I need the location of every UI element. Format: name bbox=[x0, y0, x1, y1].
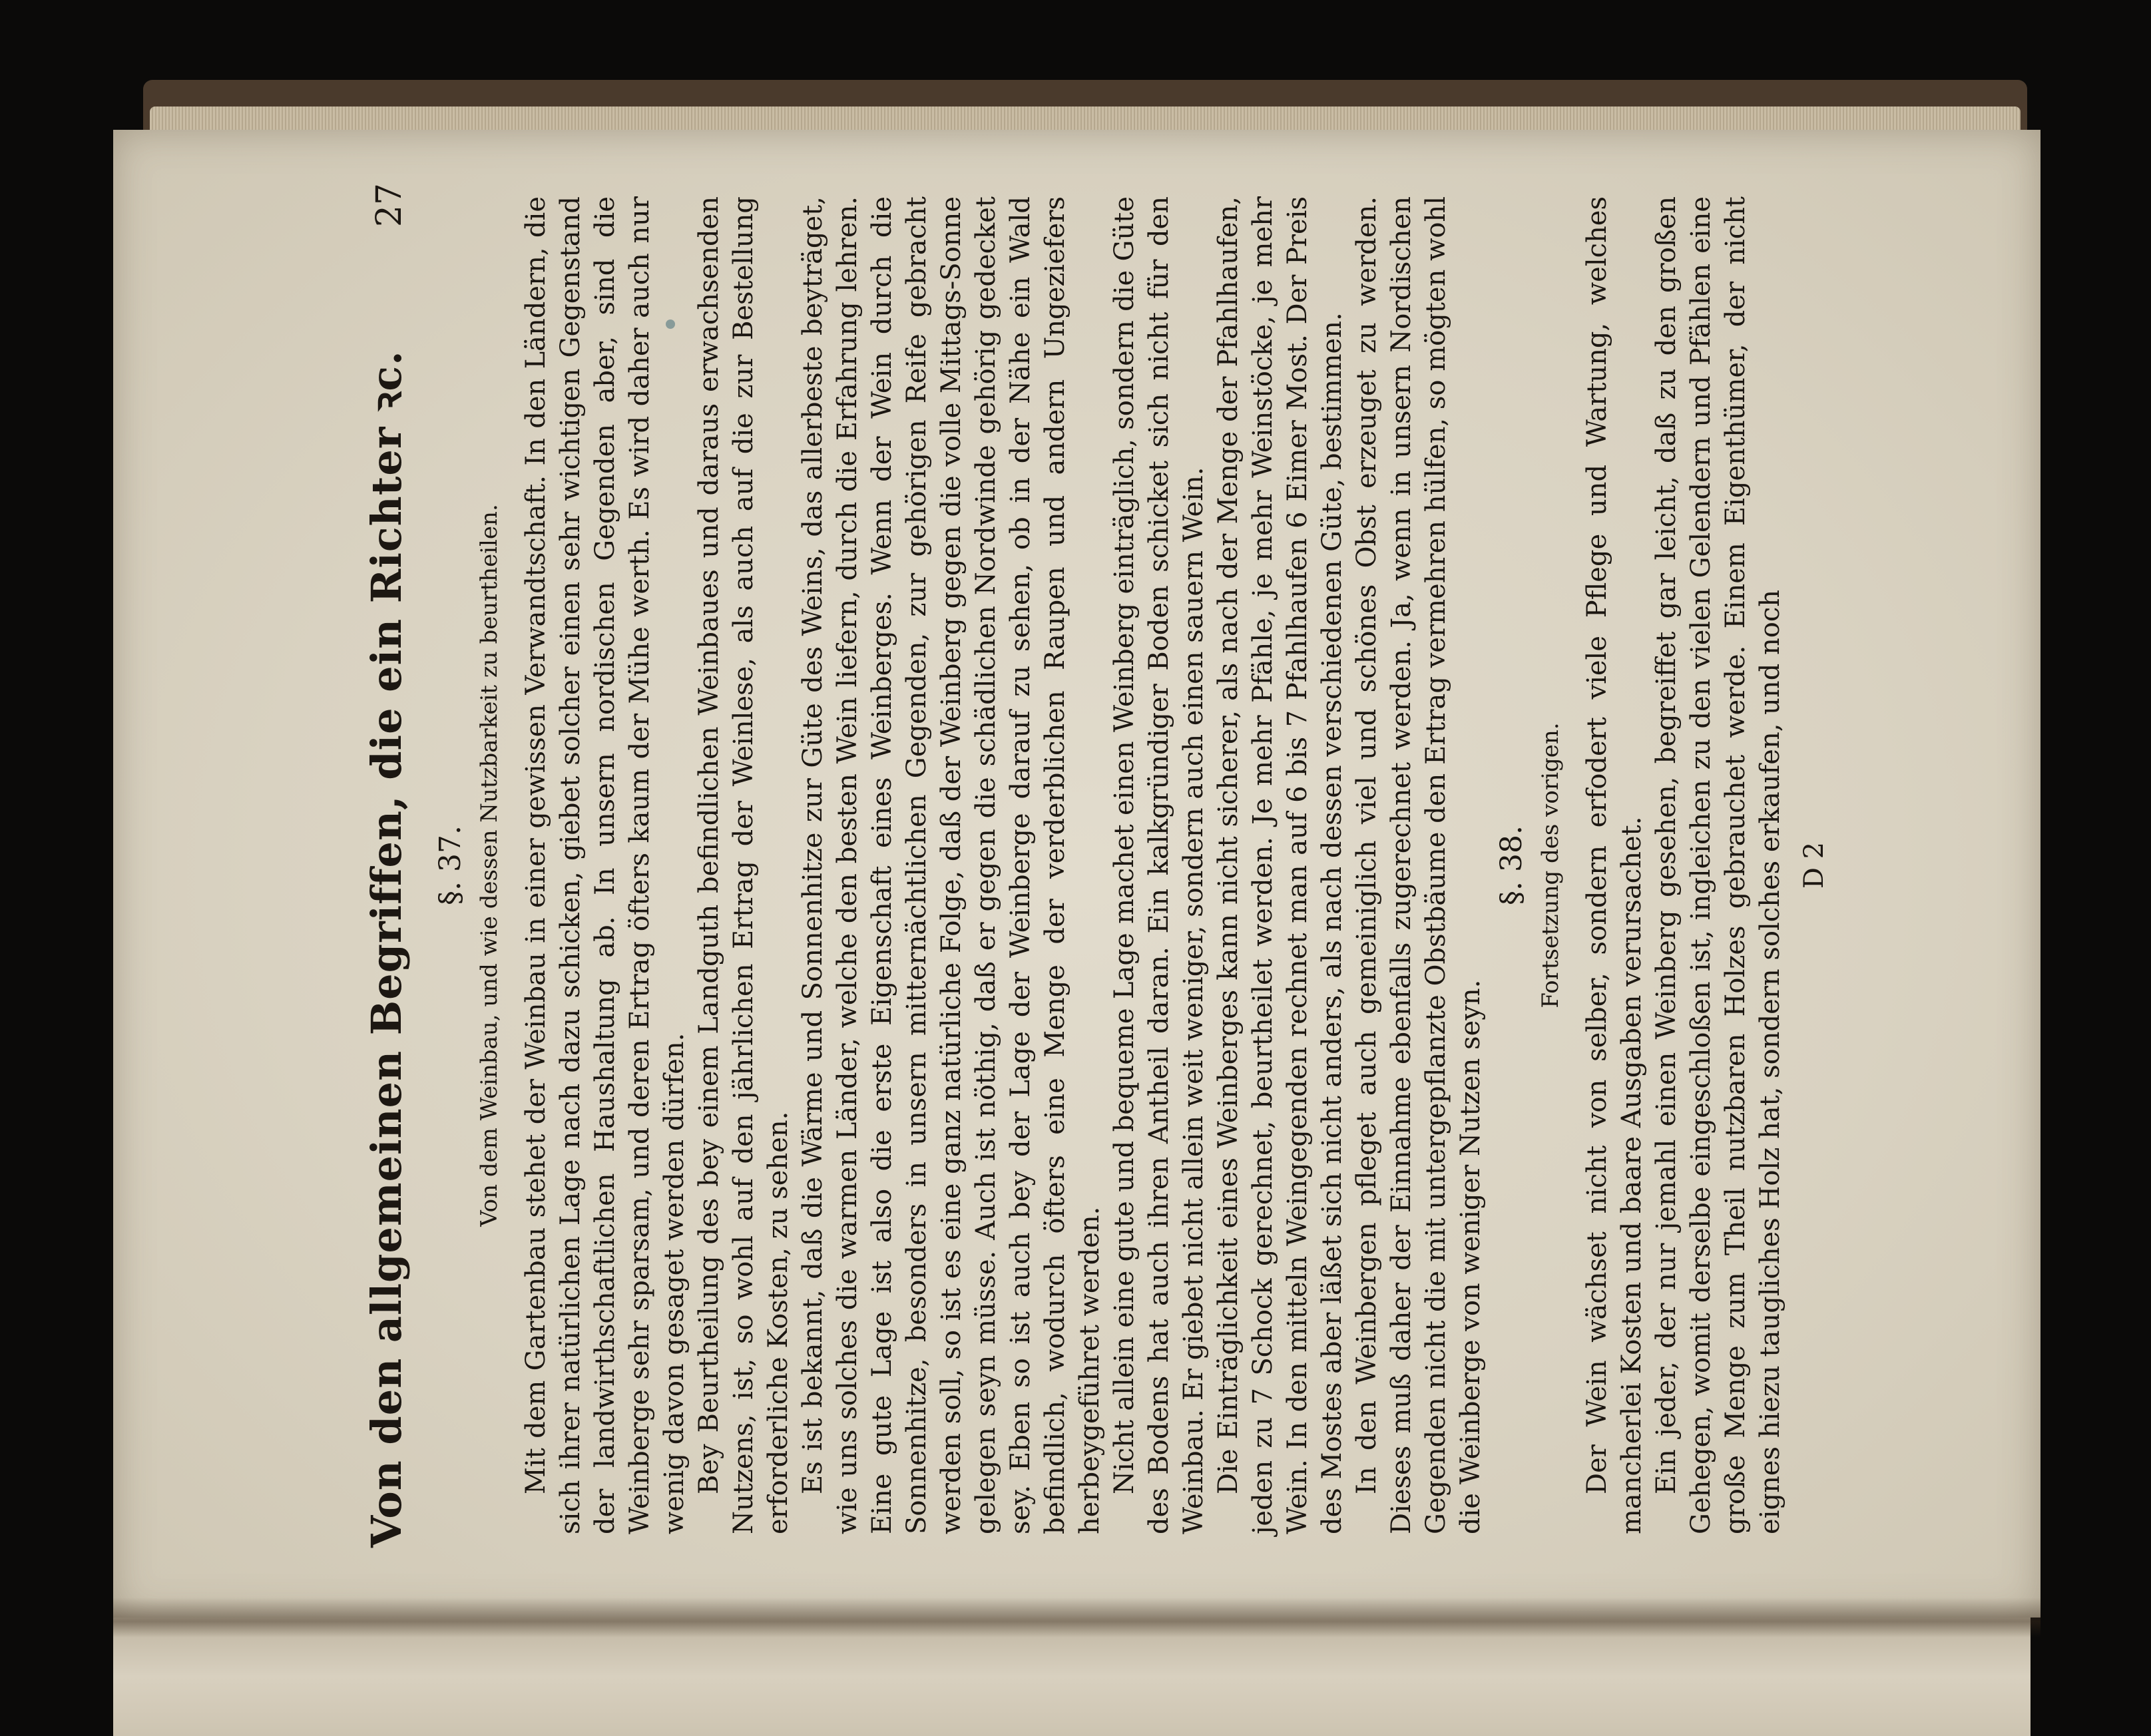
paragraph: Nicht allein eine gute und bequeme Lage machet einen Weinberg einträglich, sondern die Güte des Bodens hat auch ihren Antheil daran. Ein kalkgründiger Boden schicket sich nicht für den Weinbau. Er giebet nicht allein weit weniger, sondern auch einen sauern Wein. bbox=[1109, 196, 1209, 1534]
gutter-shadow bbox=[113, 1598, 2040, 1637]
page-number: 27 bbox=[369, 183, 409, 228]
paragraph: Der Wein wächset nicht von selber, sondern erfodert viele Pflege und Wartung, welches mancherlei Kosten und baare Ausgaben verursachet. bbox=[1582, 196, 1647, 1534]
section-38-body bbox=[1580, 183, 1788, 1548]
running-head bbox=[362, 183, 411, 1548]
paragraph: Ein jeder, der nur jemahl einen Weinberg gesehen, begreiffet gar leicht, daß zu den großen Gehegen, womit derselbe eingeschloßen ist, ingleichen zu den vielen Gelendern und Pfählen eine große Menge zum Theil nutzbaren Holzes gebrauchet werde. Einem Eigenthümer, der nicht eignes hiezu taugliches Holz hat, sondern solches erkaufen, und noch bbox=[1651, 196, 1786, 1534]
section-number-38: §. 38. bbox=[1495, 825, 1529, 905]
paragraph: Bey Beurtheilung des bey einem Landguth befindlichen Weinbaues und daraus erwachsenden Nutzens, ist, so wohl auf den jährlichen Ertrag der Weinlese, als auch auf die zur Bestellung erforderliche Kosten, zu sehen. bbox=[694, 196, 794, 1534]
section-number-37: §. 37. bbox=[433, 825, 467, 905]
paragraph: Die Einträglichkeit eines Weinberges kann nicht sicherer, als nach der Menge der Pfahlhaufen, jeden zu 7 Schock gerechnet, beurtheilet werden. Je mehr Pfähle, je mehr Weinstöcke, je mehr Wein. In den mitteln Weingegenden rechnet man auf 6 bis 7 Pfahlhaufen 6 Eimer Most. Der Preis des Mostes aber läßet sich nicht anders, als nach dessen verschiedenen Güte, bestimmen. bbox=[1213, 196, 1347, 1534]
section-title-38: Fortsetzung des vorigen. bbox=[1537, 722, 1564, 1008]
section-title-37: Von dem Weinbau, und wie dessen Nutzbarkeit zu beurtheilen. bbox=[476, 504, 503, 1227]
paragraph: In den Weinbergen pfleget auch gemeiniglich viel und schönes Obst erzeuget zu werden. Dieses muß daher der Einnahme ebenfalls zugerechnet werden. Ja, wenn in unsern Nordischen Gegenden nicht die mit untergepflanzte Obstbäume den Ertrag vermehren hülfen, so mögten wohl die Weinberge von weniger Nutzen seyn. bbox=[1351, 196, 1486, 1534]
running-head-title: Von den allgemeinen Begriffen, die ein Richter ꝛc. bbox=[362, 350, 411, 1548]
paragraph: Es ist bekannt, daß die Wärme und Sonnenhitze zur Güte des Weins, das allerbeste beyträget, wie uns solches die warmen Länder, welche den besten Wein liefern, durch die Erfahrung lehren. Eine gute Lage ist also die erste Eigenschaft eines Weinberges. Wenn der Wein durch die Sonnenhitze, besonders in unsern mitternächtlichen Gegenden, zur gehörigen Reife gebracht werden soll, so ist es eine ganz natürliche Folge, daß der Weinberg gegen die volle Mittags-Sonne gelegen seyn müsse. Auch ist nöthig, daß er gegen die schädlichen Nordwinde gehörig gedecket sey. Eben so ist auch bey der Lage der Weinberge darauf zu sehen, ob in der Nähe ein Wald befindlich, wodurch öfters eine Menge der verderblichen Raupen und andern Ungeziefers herbeygeführet werden. bbox=[798, 196, 1105, 1534]
paragraph: Mit dem Gartenbau stehet der Weinbau in einer gewissen Verwandtschaft. In den Ländern, die sich ihrer natürlichen Lage nach dazu schicken, giebet solcher einen sehr wichtigen Gegenstand der landwirthschaftlichen Haushaltung ab. In unsern nordischen Gegenden aber, sind die Weinberge sehr sparsam, und deren Ertrag öfters kaum der Mühe werth. Es wird daher auch nur wenig davon gesaget werden dürfen. bbox=[521, 196, 690, 1534]
signature-mark: D 2 bbox=[1799, 841, 1829, 889]
section-37-body bbox=[519, 183, 1488, 1548]
page-content bbox=[362, 183, 1834, 1548]
